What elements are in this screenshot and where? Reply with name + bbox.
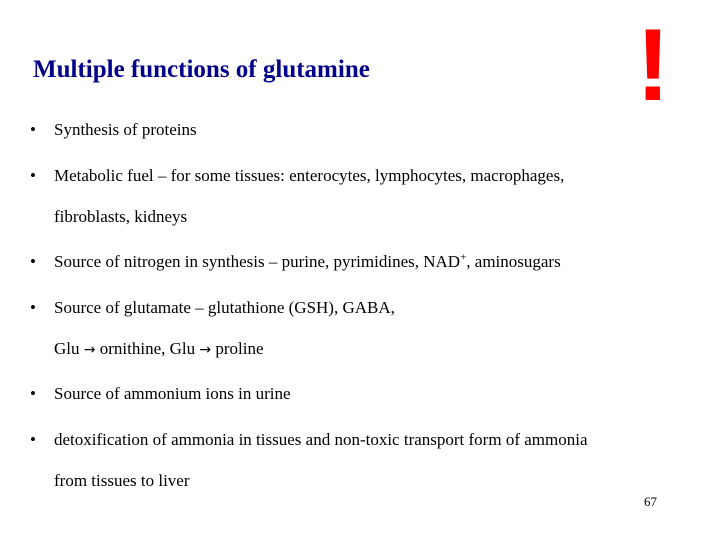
bullet-dot: • (30, 120, 36, 139)
slide-title: Multiple functions of glutamine (33, 56, 370, 83)
bullet-text (54, 251, 561, 273)
bullet-dot: • (30, 430, 36, 449)
bullet-text: Metabolic fuel – for some tissues: enterocytes, lymphocytes, macrophages, (54, 166, 565, 185)
text-part: Glu (54, 339, 84, 358)
bullet-text-part: , aminosugars (466, 252, 561, 271)
text-part: ornithine, Glu (95, 339, 200, 358)
right-arrow-icon: → (199, 342, 212, 358)
bullet-text: detoxification of ammonia in tissues and non-toxic transport form of ammonia (54, 430, 588, 449)
bullet-text-part: Source of nitrogen in synthesis – purine, pyrimidines, NAD (54, 252, 461, 271)
bullet-text: Source of glutamate – glutathione (GSH), GABA, (54, 298, 395, 317)
bullet-text: Synthesis of proteins (54, 120, 197, 139)
bullet-continuation: fibroblasts, kidneys (54, 207, 188, 226)
page-number: 67 (644, 494, 657, 509)
text-part: proline (211, 339, 264, 358)
bullet-dot: • (30, 298, 36, 317)
superscript-plus: + (460, 251, 467, 264)
bullet-continuation: from tissues to liver (54, 471, 190, 490)
bullet-dot: • (30, 252, 36, 271)
exclamation-mark: ! (636, 8, 670, 122)
bullet-dot: • (30, 384, 36, 403)
bullet-text: Source of ammonium ions in urine (54, 384, 291, 403)
right-arrow-icon: → (83, 342, 96, 358)
bullet-dot: • (30, 166, 36, 185)
bullet-continuation (54, 338, 264, 361)
